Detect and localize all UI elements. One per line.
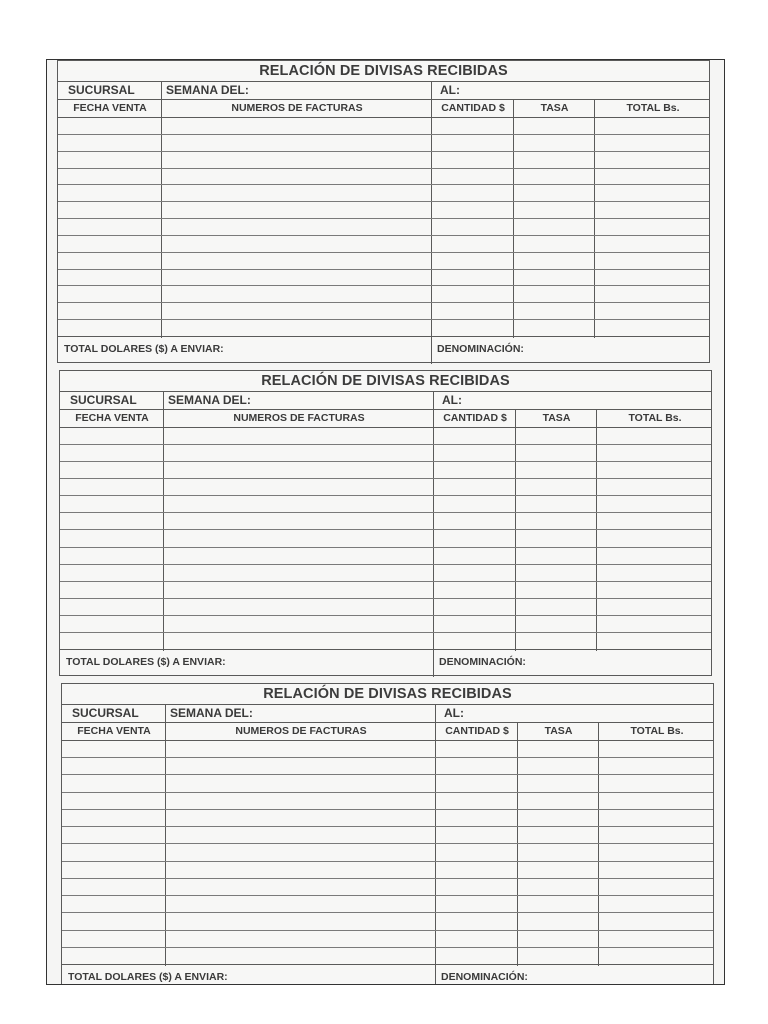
sucursal-label: SUCURSAL xyxy=(72,706,139,720)
col-tasa: TASA xyxy=(540,102,569,114)
sucursal-label: SUCURSAL xyxy=(68,83,135,97)
row-rule xyxy=(62,895,713,896)
row-rule xyxy=(60,547,711,548)
form-title: RELACIÓN DE DIVISAS RECIBIDAS xyxy=(62,684,713,705)
denominacion-label: DENOMINACIÓN: xyxy=(439,656,526,668)
row-rule xyxy=(62,930,713,931)
row-rule xyxy=(60,512,711,513)
row-rule xyxy=(60,598,711,599)
currency-form-3 xyxy=(61,683,714,985)
row-rule xyxy=(58,151,709,152)
row-rule xyxy=(58,319,709,320)
al-label: AL: xyxy=(444,706,464,720)
row-rule xyxy=(62,757,713,758)
divider xyxy=(435,704,436,985)
col-cantidad: CANTIDAD $ xyxy=(443,412,507,424)
column-header-row xyxy=(62,722,713,741)
row-rule xyxy=(62,792,713,793)
form-footer xyxy=(60,649,711,675)
form-title: RELACIÓN DE DIVISAS RECIBIDAS xyxy=(58,61,709,82)
form-footer xyxy=(62,964,713,985)
row-rule xyxy=(60,444,711,445)
row-rule xyxy=(60,615,711,616)
row-rule xyxy=(60,461,711,462)
row-rule xyxy=(62,912,713,913)
col-fecha-venta: FECHA VENTA xyxy=(77,725,151,737)
row-rule xyxy=(58,252,709,253)
row-rule xyxy=(62,947,713,948)
semana-label: SEMANA DEL: xyxy=(170,706,253,720)
col-numeros-facturas: NUMEROS DE FACTURAS xyxy=(231,102,363,114)
col-tasa: TASA xyxy=(542,412,571,424)
currency-form-2 xyxy=(59,370,712,676)
row-rule xyxy=(58,302,709,303)
col-total-bs: TOTAL Bs. xyxy=(628,412,682,424)
denominacion-label: DENOMINACIÓN: xyxy=(437,343,524,355)
form-title: RELACIÓN DE DIVISAS RECIBIDAS xyxy=(60,371,711,392)
form-sheet xyxy=(46,59,725,985)
row-rule xyxy=(60,478,711,479)
form-footer xyxy=(58,336,709,362)
col-fecha-venta: FECHA VENTA xyxy=(73,102,147,114)
row-rule xyxy=(60,581,711,582)
row-rule xyxy=(60,632,711,633)
row-rule xyxy=(62,826,713,827)
row-rule xyxy=(62,843,713,844)
total-dolares-label: TOTAL DOLARES ($) A ENVIAR: xyxy=(64,343,224,355)
total-dolares-label: TOTAL DOLARES ($) A ENVIAR: xyxy=(66,656,226,668)
column-header-row xyxy=(58,99,709,118)
row-rule xyxy=(60,529,711,530)
row-rule xyxy=(58,201,709,202)
row-rule xyxy=(62,861,713,862)
currency-form-1 xyxy=(57,60,710,363)
row-rule xyxy=(58,134,709,135)
header-row xyxy=(58,81,709,100)
divider xyxy=(433,391,434,677)
row-rule xyxy=(58,184,709,185)
row-rule xyxy=(58,269,709,270)
col-numeros-facturas: NUMEROS DE FACTURAS xyxy=(233,412,365,424)
row-rule xyxy=(58,168,709,169)
total-dolares-label: TOTAL DOLARES ($) A ENVIAR: xyxy=(68,971,228,983)
row-rule xyxy=(60,495,711,496)
divider xyxy=(431,81,432,364)
col-tasa: TASA xyxy=(544,725,573,737)
col-total-bs: TOTAL Bs. xyxy=(626,102,680,114)
divider xyxy=(165,704,166,966)
denominacion-label: DENOMINACIÓN: xyxy=(441,971,528,983)
col-total-bs: TOTAL Bs. xyxy=(630,725,684,737)
row-rule xyxy=(58,285,709,286)
column-header-row xyxy=(60,409,711,428)
col-numeros-facturas: NUMEROS DE FACTURAS xyxy=(235,725,367,737)
row-rule xyxy=(60,564,711,565)
divider xyxy=(163,391,164,651)
col-cantidad: CANTIDAD $ xyxy=(445,725,509,737)
sucursal-label: SUCURSAL xyxy=(70,393,137,407)
header-row xyxy=(62,704,713,723)
al-label: AL: xyxy=(440,83,460,97)
col-cantidad: CANTIDAD $ xyxy=(441,102,505,114)
al-label: AL: xyxy=(442,393,462,407)
divider xyxy=(161,81,162,338)
semana-label: SEMANA DEL: xyxy=(168,393,251,407)
row-rule xyxy=(62,809,713,810)
col-fecha-venta: FECHA VENTA xyxy=(75,412,149,424)
header-row xyxy=(60,391,711,410)
semana-label: SEMANA DEL: xyxy=(166,83,249,97)
row-rule xyxy=(58,235,709,236)
row-rule xyxy=(62,774,713,775)
row-rule xyxy=(62,878,713,879)
row-rule xyxy=(58,218,709,219)
